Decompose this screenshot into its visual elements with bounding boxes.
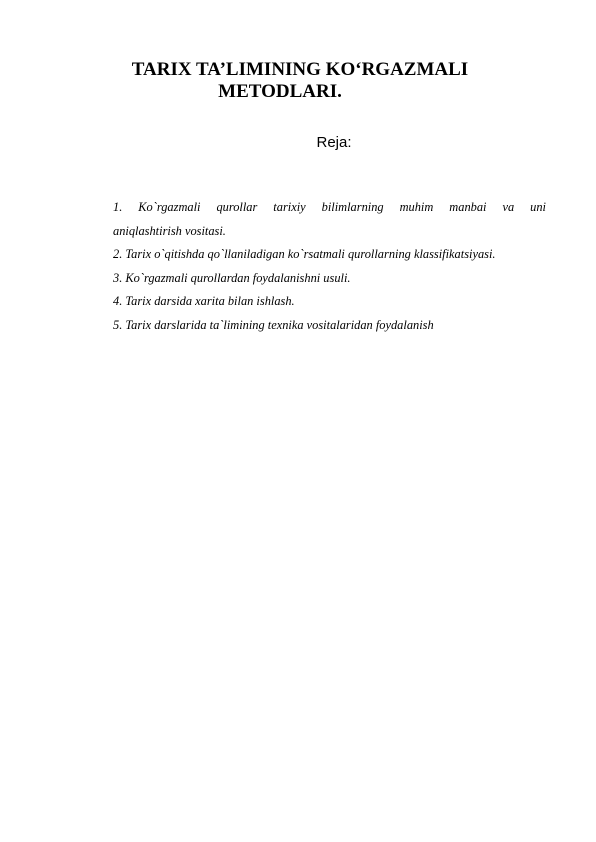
plan-item-4: 4. Tarix darsida xarita bilan ishlash. (113, 294, 295, 308)
document-title-line-2: METODLARI. (218, 81, 342, 102)
plan-item-2: 2. Tarix o`qitishda qo`llaniladigan ko`rsatmali qurollarning klassifikatsiyasi. (113, 247, 496, 261)
plan-item-3: 3. Ko`rgazmali qurollardan foydalanishni usuli. (113, 270, 351, 285)
plan-item-1-line-2: aniqlashtirish vositasi. (113, 223, 226, 238)
plan-list (113, 196, 546, 337)
plan-heading: Reja: (316, 134, 352, 151)
document-title-line-1: TARIX TA’LIMINING KO‘RGAZMALI (131, 59, 469, 80)
plan-item-1-line-1: 1. Ko`rgazmali qurollar tarixiy bilimlarning muhim manbai va uni (113, 200, 546, 214)
plan-item-1 (113, 196, 546, 243)
plan-item-5: 5. Tarix darslarida ta`limining texnika vositalaridan foydalanish (113, 317, 434, 332)
